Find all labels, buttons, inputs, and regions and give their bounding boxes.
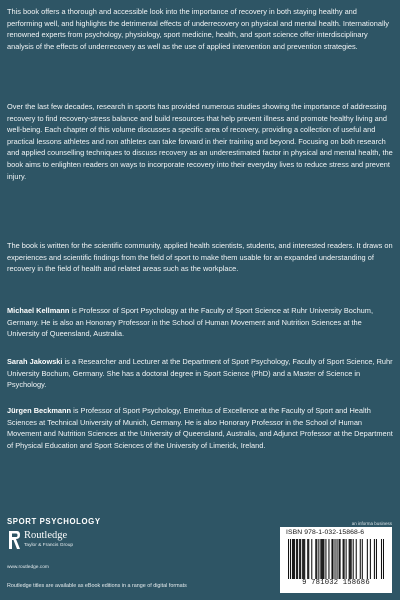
ebook-note: Routledge titles are available as eBook editions in a range of digital formats xyxy=(7,583,187,589)
description-paragraph-3: The book is written for the scientific community, applied health scientists, students, and interested readers. It draws on experiences and scientific findings from the field of sport to make them usable for an expanded understanding of recovery in the field of health and related areas such as the workplace. xyxy=(7,241,393,274)
barcode-bar xyxy=(315,539,316,579)
routledge-logo-icon xyxy=(7,530,21,550)
barcode-bar xyxy=(349,539,350,579)
barcode-bar xyxy=(381,539,382,579)
barcode-bar xyxy=(322,539,323,579)
barcode-bar xyxy=(320,539,321,579)
barcode-bar xyxy=(360,539,361,579)
subject-category: SPORT PSYCHOLOGY xyxy=(7,517,101,526)
barcode-bar xyxy=(350,539,351,579)
barcode-bar xyxy=(337,539,338,579)
barcode-bar xyxy=(344,539,345,579)
barcode-bar xyxy=(346,539,347,579)
barcode-bar xyxy=(374,539,375,579)
barcode-bar xyxy=(376,539,377,579)
barcode-bar xyxy=(383,539,384,579)
barcode-bar xyxy=(299,539,300,579)
author-bio-beckmann xyxy=(7,405,393,451)
author-name: Michael Kellmann xyxy=(7,306,70,315)
publisher-logo xyxy=(7,529,127,559)
barcode-bar xyxy=(353,539,354,579)
publisher-group: Taylor & Francis Group xyxy=(24,543,74,548)
barcode-bar xyxy=(334,539,335,579)
barcode-bar xyxy=(311,539,312,579)
barcode-bar xyxy=(294,539,295,579)
barcode-bar xyxy=(288,539,289,579)
barcode-bar xyxy=(307,539,308,579)
description-paragraph-1: This book offers a thorough and accessible look into the importance of recovery in both staying healthy and performing well, and highlights the detrimental effects of underrecovery on physical and mental health. Internationally renowned experts from psychology, physiology, sport medicine, health, and sport science offer interdisciplinary analysis of the effects of underrecovery as well as the use of applied intervention and prevention strategies. xyxy=(7,7,389,51)
isbn-barcode xyxy=(280,527,392,593)
barcode-bar xyxy=(316,539,317,579)
barcode-bar xyxy=(293,539,294,579)
barcode-bar xyxy=(296,539,297,579)
author-bio-text: is Professor of Sport Psychology at the Faculty of Sport Science at Ruhr University Bochum, Germany. He is also an Honorary Professor in the School of Human Movement and Nutrition Sciences at the University of Queensland, Australia. xyxy=(7,306,373,339)
author-name: Sarah Jakowski xyxy=(7,357,63,366)
author-bio-text: is a Researcher and Lecturer at the Department of Sport Psychology, Faculty of Sport Science, Ruhr University Bochum, Germany. She has a doctoral degree in Sport Science (PhD) and a Master of Science in Psychology. xyxy=(7,357,393,390)
barcode-bar xyxy=(303,539,304,579)
barcode-bar xyxy=(308,539,309,579)
barcode-bar xyxy=(362,539,363,579)
barcode-bar xyxy=(297,539,298,579)
description-paragraph-2: Over the last few decades, research in sports has provided numerous studies showing the importance of addressing recovery to find recovery-stress balance and build resources that help prevent illness and promote healthy living and well-being. Each chapter of this volume discusses a specific area of recovery, providing a collection of useful and practical lessons athletes and non athletes can take forward in their training and beyond. Focusing on both research and applied counselling techniques to discuss recovery as an underestimated factor in physical and mental health, the book aims to enlighten readers on ways to incorporate recovery into their everyday lives to reduce stress and prevent injury. xyxy=(7,102,393,181)
barcode-bar xyxy=(328,539,329,579)
author-bio-text: is Professor of Sport Psychology, Emeritus of Excellence at the Faculty of Sport and Health Sciences at Technical University of Munich, Germany. He is also Honorary Professor in the School of Human Movement and Nutrition Sciences at the University of Queensland, Australia, and Adjunct Professor at the Department of Physical Education and Sport Sciences of the University of Limerick, Ireland. xyxy=(7,406,393,450)
barcode-bar xyxy=(370,539,371,579)
barcode-bar xyxy=(367,539,368,579)
barcode-bar xyxy=(321,539,322,579)
barcode-bar xyxy=(290,539,291,579)
barcode-bar xyxy=(331,539,332,579)
barcode-bar xyxy=(332,539,333,579)
informa-tagline: an informa business xyxy=(351,521,392,526)
isbn-label: ISBN 978-1-032-15868-6 xyxy=(286,529,365,536)
barcode-bar xyxy=(343,539,344,579)
barcode-bar xyxy=(339,539,340,579)
barcode-bar xyxy=(356,539,357,579)
barcode-bars xyxy=(288,539,384,579)
barcode-digits: 9 781032 158686 xyxy=(302,579,370,587)
barcode-bar xyxy=(323,539,324,579)
publisher-url: www.routledge.com xyxy=(7,565,49,570)
author-name: Jürgen Beckmann xyxy=(7,406,72,415)
author-bio-jakowski xyxy=(7,356,393,391)
author-bio-kellmann xyxy=(7,305,393,340)
publisher-name: Routledge xyxy=(24,530,68,541)
barcode-bar xyxy=(325,539,326,579)
barcode-bar xyxy=(300,539,301,579)
barcode-bar xyxy=(292,539,293,579)
barcode-bar xyxy=(340,539,341,579)
barcode-bar xyxy=(351,539,352,579)
barcode-bar xyxy=(304,539,305,579)
barcode-bar xyxy=(318,539,319,579)
barcode-bar xyxy=(302,539,303,579)
